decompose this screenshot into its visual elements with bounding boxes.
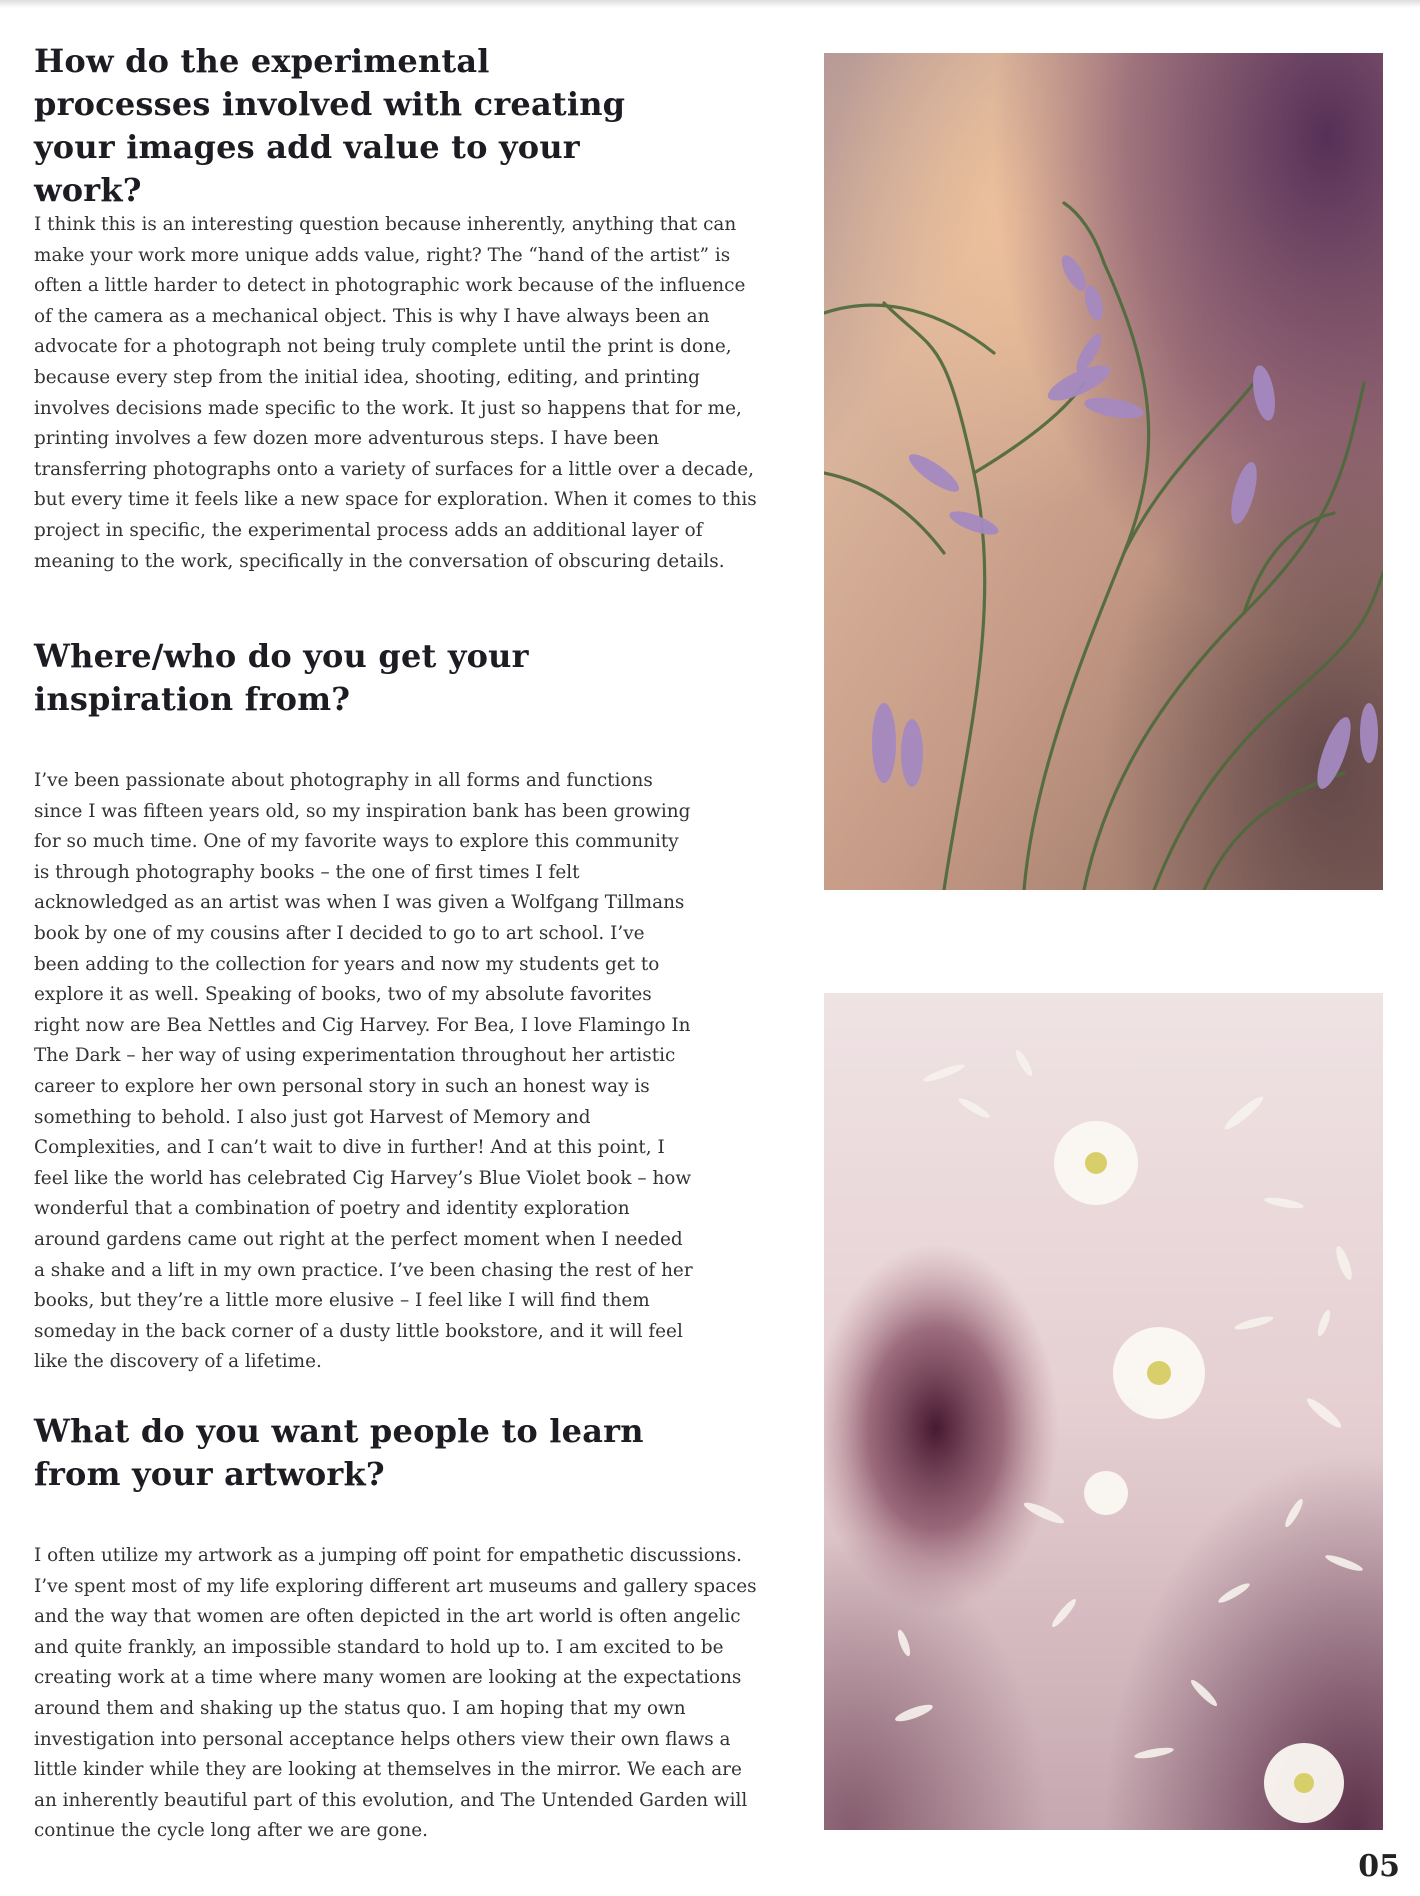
question-heading-2: Where/who do you get your inspiration from?: [34, 637, 529, 718]
answer-paragraph-2: I’ve been passionate about photography in all forms and functions since I was fifteen years old, so my inspiration bank has been growing for so much time. One of my favorite ways to explore this community is through photography books – the one of first times I felt acknowledged as an artist was when I was given a Wolfgang Tillmans book by one of my cousins after I decided to go to art school. I’ve been adding to the collection for years and now my students get to explore it as well. Speaking of books, two of my absolute favorites right now are Bea Nettles and Cig Harvey. For Bea, I love Flamingo In The Dark – her way of using experimentation throughout her artistic career to explore her own personal story in such an honest way is something to behold. I also just got Harvest of Memory and Complexities, and I can’t wait to dive in further! And at this point, I feel like the world has celebrated Cig Harvey’s Blue Violet book – how wonderful that a combination of poetry and identity exploration around gardens came out right at the perfect moment when I needed a shake and a lift in my own practice. I’ve been chasing the rest of her books, but they’re a little more elusive – I feel like I will find them someday in the back corner of a dusty little bookstore, and it will feel like the discovery of a lifetime.: [34, 770, 693, 1373]
question-heading-1: How do the experimental processes involved with creating your images add value to your work?: [34, 42, 626, 209]
photo-purple-flowers: [824, 53, 1383, 890]
answer-paragraph-3: I often utilize my artwork as a jumping off point for empathetic discussions. I’ve spent most of my life exploring different art museums and gallery spaces and the way that women are often depicted in the art world is often angelic and quite frankly, an impossible standard to hold up to. I am excited to be creating work at a time where many women are looking at the expectations around them and shaking up the status quo. I am hoping that my own investigation into personal acceptance helps others view their own flaws a little kinder while they are looking at themselves in the mirror. We each are an inherently beautiful part of this evolution, and The Untended Garden will continue the cycle long after we are gone.: [34, 1545, 757, 1842]
question-heading-3: What do you want people to learn from your artwork?: [34, 1412, 644, 1493]
answer-paragraph-1: I think this is an interesting question because inherently, anything that can make your work more unique adds value, right? The “hand of the artist” is often a little harder to detect in photographic work because of the influence of the camera as a mechanical object. This is why I have always been an advocate for a photograph not being truly complete until the print is done, because every step from the initial idea, shooting, editing, and printing involves decisions made specific to the work. It just so happens that for me, printing involves a few dozen more adventurous steps. I have been transferring photographs onto a variety of surfaces for a little over a decade, but every time it feels like a new space for exploration. When it comes to this project in specific, the experimental process adds an additional layer of meaning to the work, specifically in the conversation of obscuring details.: [34, 214, 757, 572]
page-number: 05: [1358, 1849, 1400, 1884]
photo-white-petals: [824, 993, 1383, 1830]
photo-white-petals-image: [824, 993, 1383, 1830]
top-edge-shadow: [0, 0, 1420, 8]
photo-purple-flowers-image: [824, 53, 1383, 890]
